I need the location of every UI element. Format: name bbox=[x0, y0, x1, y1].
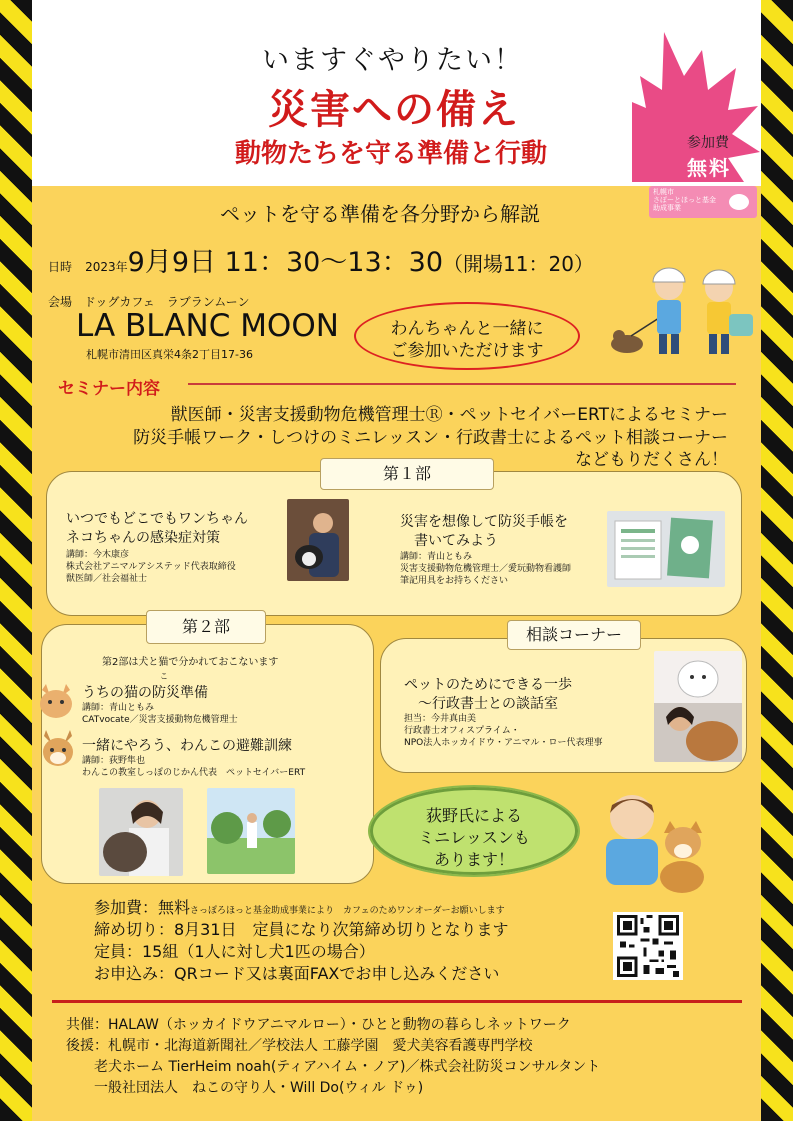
disaster-notebook-photo bbox=[607, 511, 725, 587]
cat-mascot-icon bbox=[729, 194, 749, 210]
seminar-line-2: 防災手帳ワーク・しつけのミニレッスン・行政書士によるペット相談コーナー bbox=[133, 428, 728, 448]
part1-left-title-line-2: ネコちゃんの感染症対策 bbox=[66, 530, 220, 546]
fee-badge-label: 参加費 bbox=[687, 135, 729, 151]
cat-icon bbox=[36, 682, 76, 722]
date-time: 9月9日 11：30～13：30 bbox=[127, 247, 444, 278]
lead-text: ペットを守る準備を各分野から解説 bbox=[220, 202, 540, 226]
part1-right-info-2: 災害支援動物危機管理士／愛玩動物看護師 bbox=[400, 564, 572, 574]
part1-left-info bbox=[66, 549, 236, 585]
venue-name: LA BLANC MOON bbox=[76, 308, 339, 344]
flyer bbox=[32, 0, 761, 1121]
part2-item2-info bbox=[82, 755, 305, 779]
footer-line-3: 老犬ホーム TierHeim noah(ティアハイム・ノア)／株式会社防災コンサルタント bbox=[66, 1059, 601, 1075]
seminar-heading: セミナー内容 bbox=[58, 379, 160, 399]
dog-icon bbox=[38, 730, 78, 770]
qr-code[interactable] bbox=[613, 912, 683, 980]
fee-text: 参加費：無料 bbox=[94, 898, 191, 917]
part1-right-title-line-2: 書いてみよう bbox=[400, 533, 498, 549]
bubble-line-2: ご参加いただけます bbox=[390, 341, 544, 361]
open-time: （開場11：20） bbox=[443, 252, 594, 276]
part2-item2-info-1: 講師：荻野隼也 bbox=[82, 756, 146, 766]
mini-lesson-ellipse bbox=[368, 785, 580, 877]
part1-right-info bbox=[400, 551, 571, 587]
part2-item1-info bbox=[82, 702, 238, 726]
bubble-line-1: わんちゃんと一緒に bbox=[390, 319, 544, 339]
footer-line-4: 一般社団法人 ねこの守り人・Will Do(ウィル ドゥ) bbox=[66, 1080, 424, 1096]
capacity-line: 定員：15組（1人に対し犬1匹の場合） bbox=[94, 942, 375, 961]
seminar-rule bbox=[188, 383, 736, 385]
part2-item2-title: 一緒にやろう、わんこの避難訓練 bbox=[82, 738, 292, 754]
mini-lesson-line-2: ミニレッスンも bbox=[418, 828, 530, 847]
part1-left-title bbox=[66, 510, 248, 548]
date-year: 2023年 bbox=[85, 260, 128, 274]
page-title: 災害への備え bbox=[268, 87, 520, 133]
part1-left-title-line-1: いつでもどこでもワンちゃん bbox=[66, 511, 248, 527]
hazard-stripe-right bbox=[761, 0, 793, 1121]
deadline-line: 締め切り：8月31日 定員になり次第締め切りとなります bbox=[94, 920, 509, 939]
part2-item1-title: うちの猫の防災準備 bbox=[82, 685, 208, 701]
sponsor-logo-text: 札幌市 さぽーとほっと基金 助成事業 bbox=[653, 188, 716, 212]
part2-note-sub: こ bbox=[160, 672, 168, 681]
part2-note: 第2部は犬と猫で分かれておこないます bbox=[102, 657, 279, 668]
fee-note: さっぽろほっと基金助成事業により カフェのためワンオーダーお願いします bbox=[190, 906, 505, 916]
park-training-photo bbox=[207, 788, 295, 874]
page-subtitle: 動物たちを守る準備と行動 bbox=[235, 139, 548, 169]
part1-right-title-line-1: 災害を想像して防災手帳を bbox=[400, 514, 568, 530]
venue-subname: ドッグカフェ ラブランムーン bbox=[83, 295, 250, 309]
consultant-photo-with-cat bbox=[654, 651, 742, 762]
part1-left-info-3: 獣医師／社会福祉士 bbox=[66, 574, 148, 584]
footer-line-2: 後援：札幌市・北海道新聞社／学校法人 工藤学園 愛犬美容看護専門学校 bbox=[66, 1038, 533, 1054]
mini-lesson-line-1: 荻野氏による bbox=[425, 806, 522, 825]
consult-title bbox=[404, 676, 572, 714]
consult-info-2: 行政書士オフィスプライム・ bbox=[404, 726, 520, 736]
kids-with-pets-illustration bbox=[607, 262, 757, 362]
consult-tab: 相談コーナー bbox=[507, 620, 641, 650]
hazard-stripe-left bbox=[0, 0, 32, 1121]
venue-address: 札幌市清田区真栄4条2丁目17-36 bbox=[86, 348, 253, 361]
seminar-line-3: などもりだくさん！ bbox=[575, 450, 728, 470]
consult-info-3: NPO法人ホッカイドウ・アニマル・ロー代表理事 bbox=[404, 738, 603, 748]
kicker-text: いますぐやりたい！ bbox=[262, 45, 523, 76]
consult-title-line-2: ～行政書士との談話室 bbox=[404, 696, 558, 712]
part1-right-info-3: 筆記用具をお持ちください bbox=[400, 576, 509, 586]
seminar-line-1: 獣医師・災害支援動物危機管理士Ⓡ・ペットセイバーERTによるセミナー bbox=[170, 405, 728, 425]
pets-welcome-bubble bbox=[354, 302, 580, 370]
lecturer-photo-with-dog bbox=[287, 499, 349, 581]
part1-right-info-1: 講師：青山ともみ bbox=[400, 552, 473, 562]
apply-line: お申込み：QRコード又は裏面FAXでお申し込みください bbox=[94, 964, 500, 983]
part2-item2-info-2: わんこの教室しっぽのじかん代表 ペットセイバーERT bbox=[82, 768, 306, 778]
consult-title-line-1: ペットのためにできる一歩 bbox=[404, 677, 572, 693]
venue-label: 会場 bbox=[48, 295, 73, 309]
date-row bbox=[48, 240, 594, 279]
part1-right-title bbox=[400, 513, 568, 551]
mini-lesson-line-3: あります！ bbox=[433, 850, 514, 869]
part2-item1-info-1: 講師：青山ともみ bbox=[82, 703, 155, 713]
lecturer-photo-with-cat bbox=[99, 788, 183, 876]
part2-tab: 第２部 bbox=[146, 610, 266, 644]
fee-badge-value: 無料 bbox=[687, 156, 731, 180]
footer-line-1: 共催：HALAW（ホッカイドウアニマルロー）・ひとと動物の暮らしネットワーク bbox=[66, 1017, 571, 1033]
part1-tab: 第１部 bbox=[320, 458, 494, 490]
footer-divider bbox=[52, 1000, 742, 1003]
sponsor-logo bbox=[649, 186, 757, 218]
part1-left-info-2: 株式会社アニマルアシステッド代表取締役 bbox=[66, 562, 236, 572]
boy-with-dog-illustration bbox=[592, 787, 712, 895]
header bbox=[32, 0, 761, 186]
part2-item1-info-2: CATvocate／災害支援動物危機管理士 bbox=[82, 715, 238, 725]
date-label: 日時 bbox=[48, 260, 73, 274]
fee-line bbox=[94, 895, 505, 918]
consult-info-1: 担当：今井真由美 bbox=[404, 714, 477, 724]
part1-left-info-1: 講師：今木康彦 bbox=[66, 550, 130, 560]
consult-info bbox=[404, 713, 603, 749]
